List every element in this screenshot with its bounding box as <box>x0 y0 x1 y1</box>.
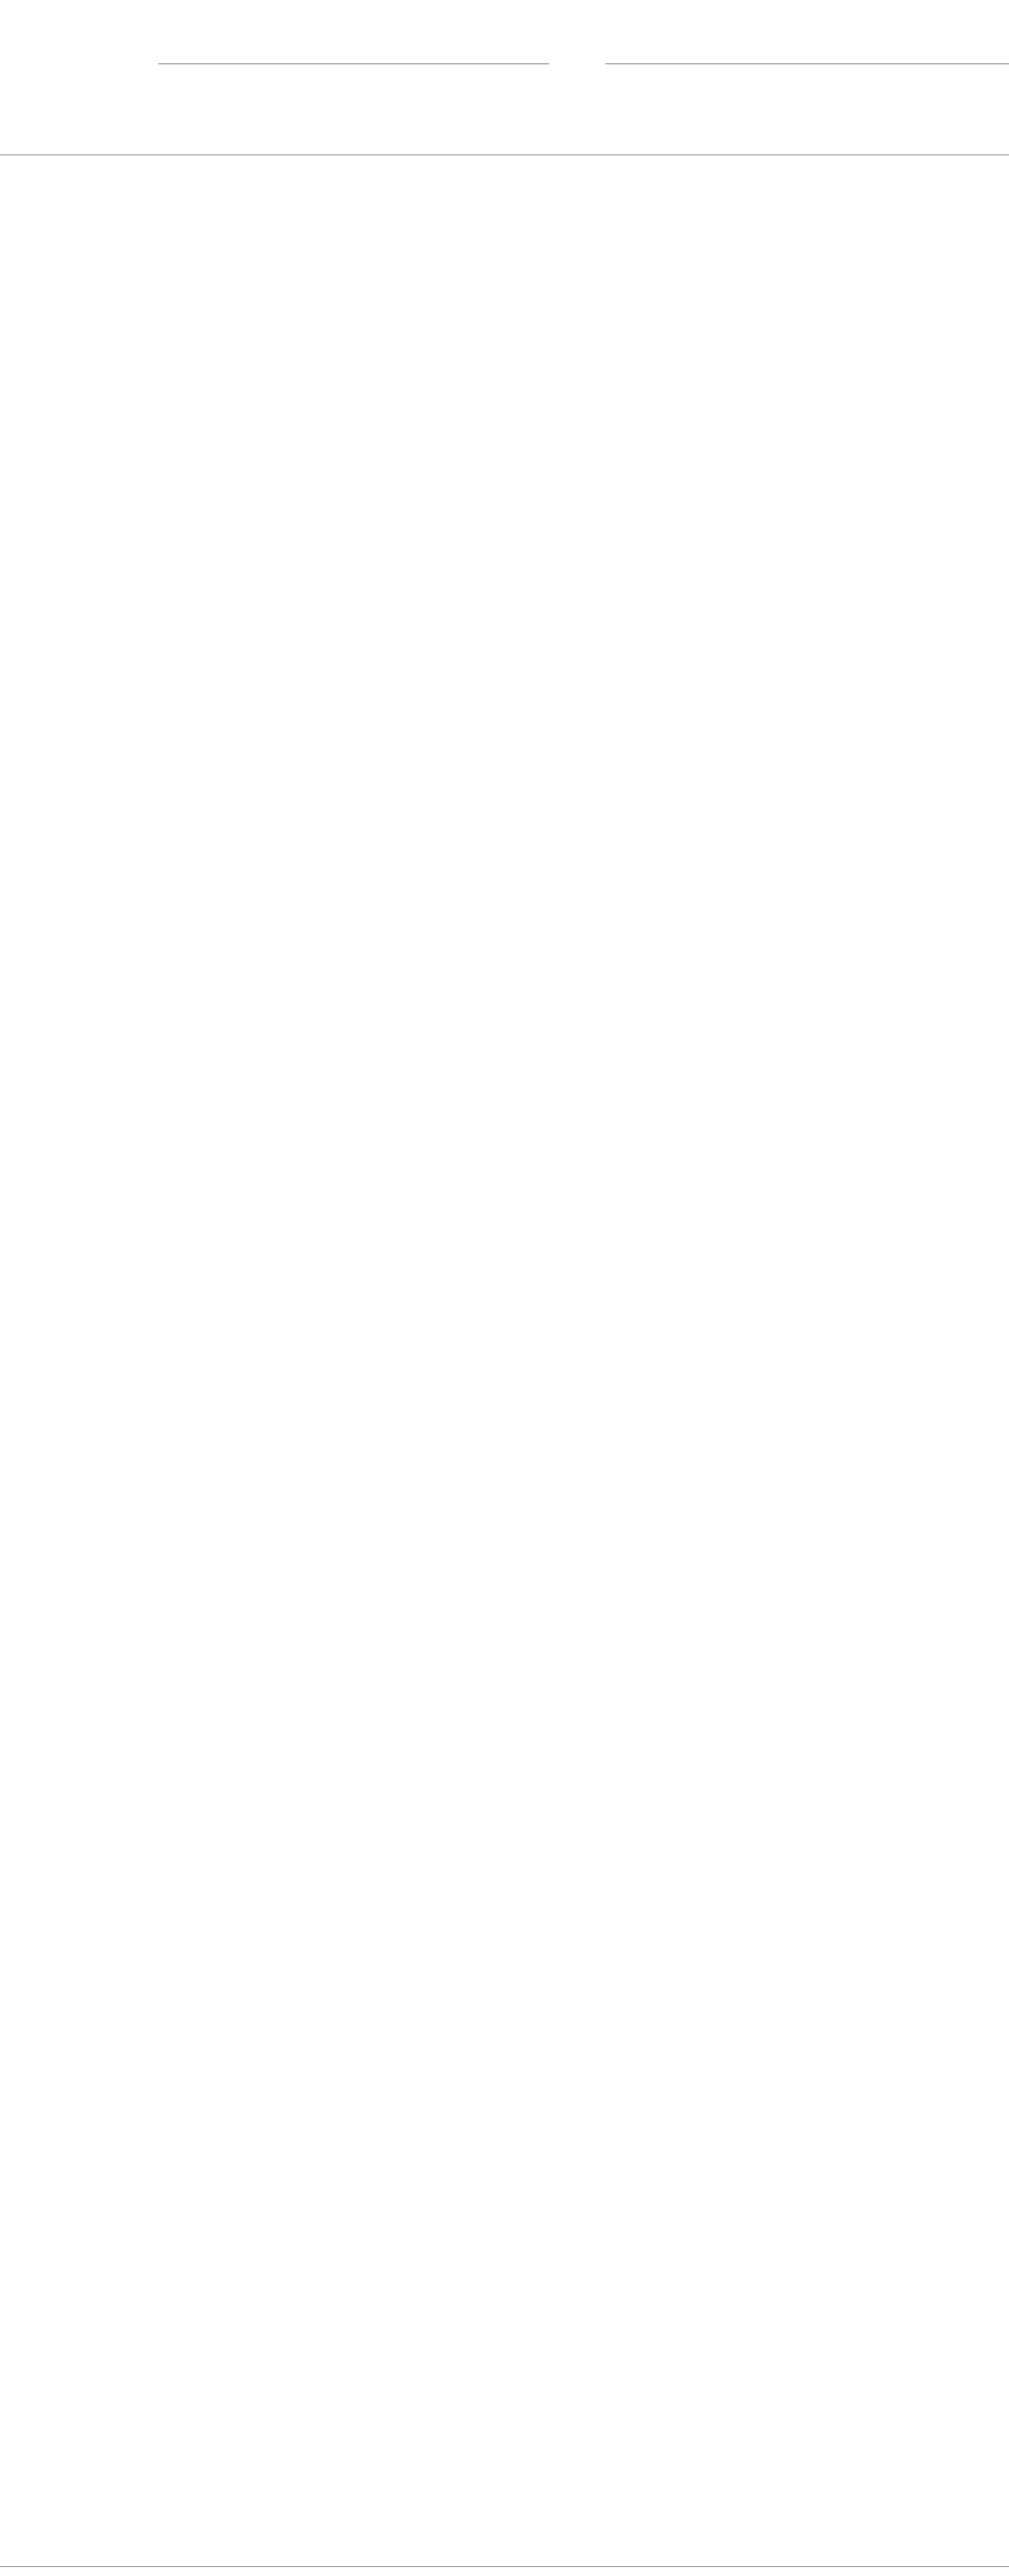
group-rule-j4 <box>605 63 1009 64</box>
group-rule-j3 <box>158 63 549 64</box>
group-header-j4 <box>603 0 1009 57</box>
group-header-j3 <box>153 0 549 57</box>
header-divider <box>0 154 1009 155</box>
table-bottom-rule <box>0 2566 1009 2567</box>
